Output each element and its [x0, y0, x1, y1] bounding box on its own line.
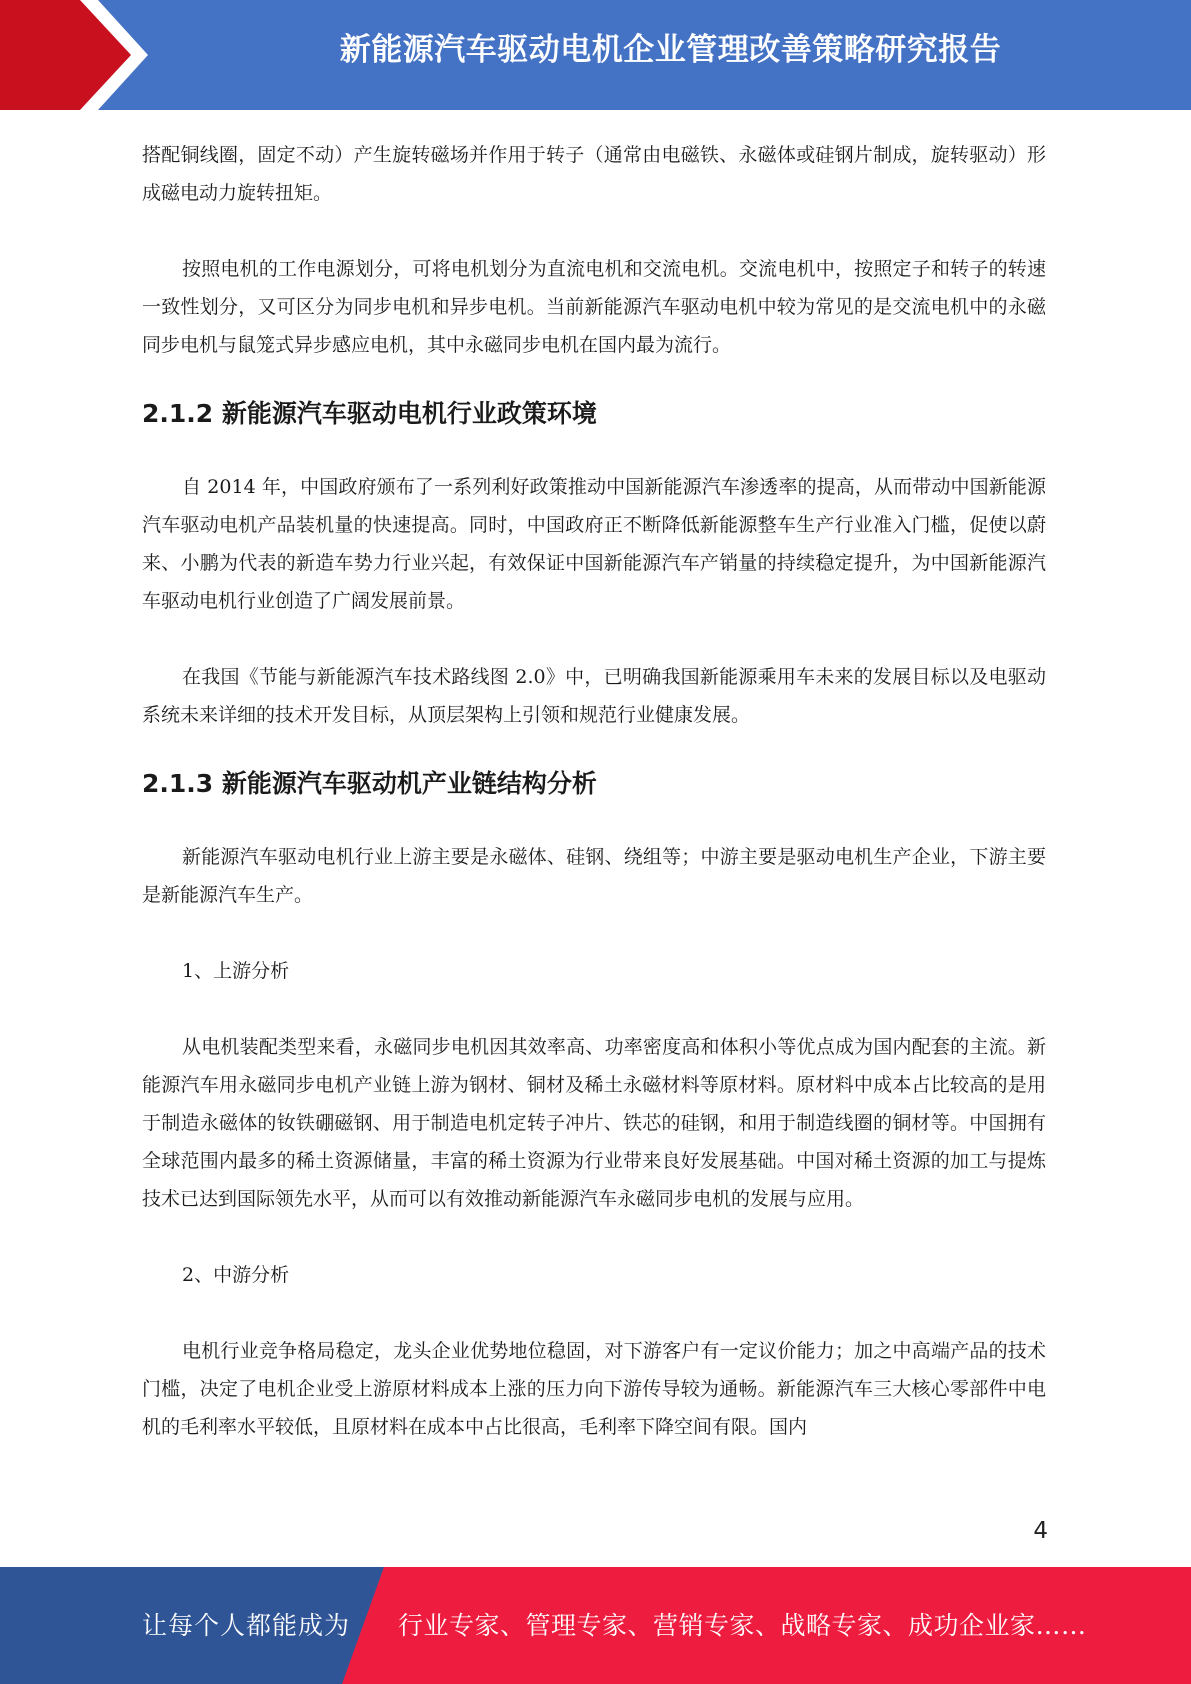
- report-title: 新能源汽车驱动电机企业管理改善策略研究报告: [339, 32, 1002, 68]
- page-header: [0, 0, 1191, 110]
- page-number: 4: [1033, 1518, 1048, 1544]
- paragraph-policy-1: 自 2014 年，中国政府颁布了一系列利好政策推动中国新能源汽车渗透率的提高，从而带动中国新能源汽车驱动电机产品装机量的快速提高。同时，中国政府正不断降低新能源整车生产行业准入门槛，促使以蔚来、小鹏为代表的新造车势力行业兴起，有效保证中国新能源汽车产销量的持续稳定提升，为中国新能源汽车驱动电机行业创造了广阔发展前景。: [142, 476, 1046, 612]
- page-content: [142, 128, 1046, 1446]
- page-footer: [0, 1567, 1191, 1684]
- section-heading-2-1-3: 2.1.3 新能源汽车驱动机产业链结构分析: [142, 769, 597, 798]
- paragraph-policy-2: 在我国《节能与新能源汽车技术路线图 2.0》中，已明确我国新能源乘用车未来的发展目标以及电驱动系统未来详细的技术开发目标，从顶层架构上引领和规范行业健康发展。: [142, 666, 1046, 726]
- red-arrow-decoration: [0, 0, 160, 110]
- paragraph-upstream: 从电机装配类型来看，永磁同步电机因其效率高、功率密度高和体积小等优点成为国内配套的主流。新能源汽车用永磁同步电机产业链上游为钢材、铜材及稀土永磁材料等原材料。原材料中成本占比较高的是用于制造永磁体的钕铁硼磁钢、用于制造电机定转子冲片、铁芯的硅钢，和用于制造线圈的铜材等。中国拥有全球范围内最多的稀土资源储量，丰富的稀土资源为行业带来良好发展基础。中国对稀土资源的加工与提炼技术已达到国际领先水平，从而可以有效推动新能源汽车永磁同步电机的发展与应用。: [142, 1036, 1046, 1210]
- subsection-label-upstream: 1、上游分析: [182, 960, 290, 982]
- footer-slogan-left: 让每个人都能成为: [142, 1611, 351, 1640]
- subsection-label-midstream: 2、中游分析: [182, 1264, 290, 1286]
- paragraph-midstream: 电机行业竞争格局稳定，龙头企业优势地位稳固，对下游客户有一定议价能力；加之中高端产品的技术门槛，决定了电机企业受上游原材料成本上涨的压力向下游传导较为通畅。新能源汽车三大核心零部件中电机的毛利率水平较低，且原材料在成本中占比很高，毛利率下降空间有限。国内: [142, 1340, 1046, 1438]
- footer-slogan-right: 行业专家、管理专家、营销专家、战略专家、成功企业家……: [398, 1611, 1087, 1640]
- paragraph-industry-chain: 新能源汽车驱动电机行业上游主要是永磁体、硅钢、绕组等；中游主要是驱动电机生产企业，下游主要是新能源汽车生产。: [142, 846, 1046, 906]
- paragraph-motor-classification: 按照电机的工作电源划分，可将电机划分为直流电机和交流电机。交流电机中，按照定子和转子的转速一致性划分，又可区分为同步电机和异步电机。当前新能源汽车驱动电机中较为常见的是交流电机中的永磁同步电机与鼠笼式异步感应电机，其中永磁同步电机在国内最为流行。: [142, 258, 1046, 356]
- paragraph-intro-end: 搭配铜线圈，固定不动）产生旋转磁场并作用于转子（通常由电磁铁、永磁体或硅钢片制成，旋转驱动）形成磁电动力旋转扭矩。: [142, 144, 1046, 204]
- section-heading-2-1-2: 2.1.2 新能源汽车驱动电机行业政策环境: [142, 399, 597, 428]
